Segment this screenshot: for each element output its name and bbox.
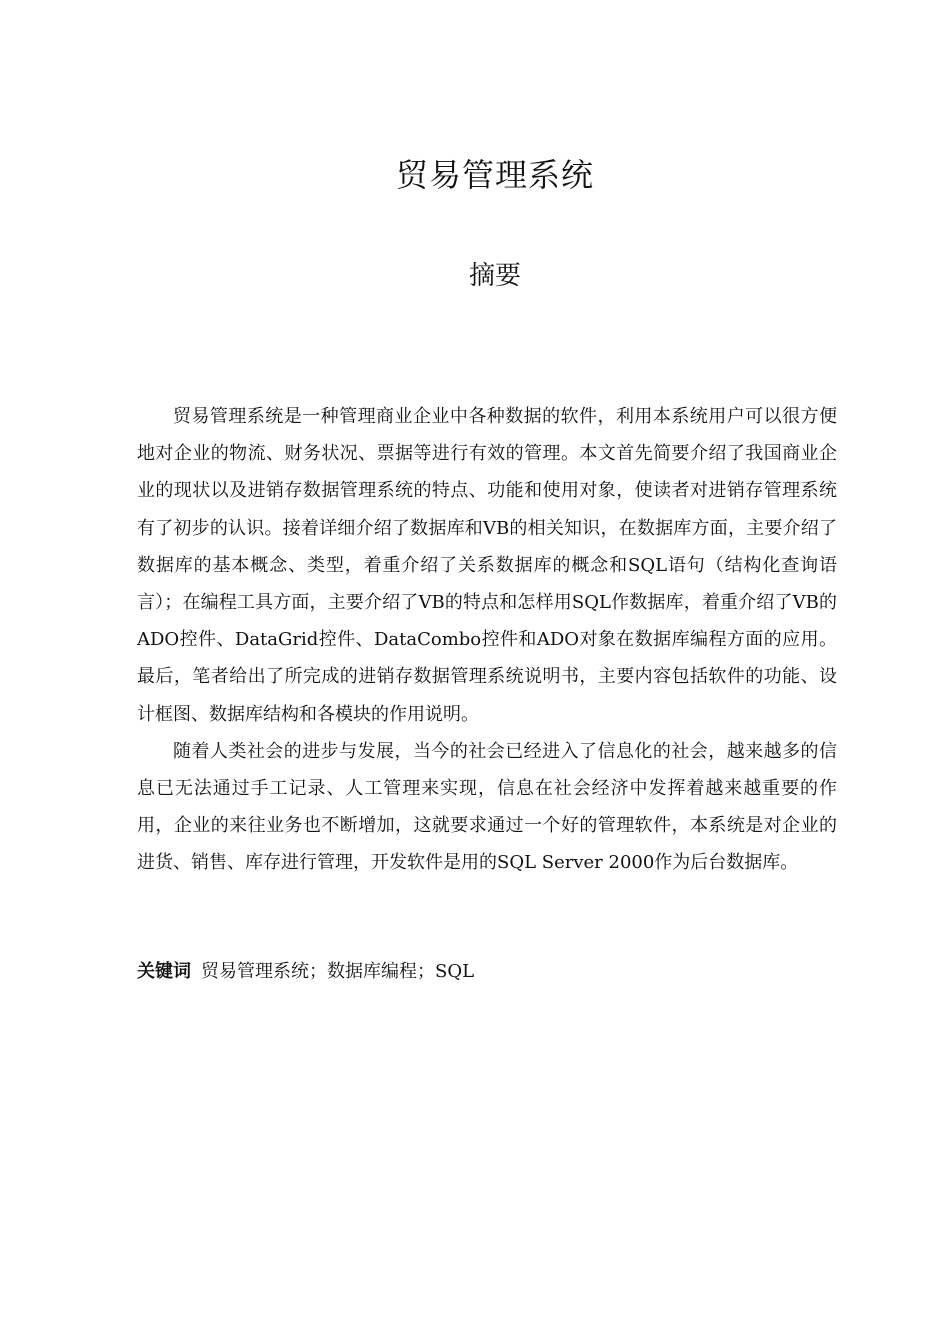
abstract-heading: 摘要	[468, 261, 521, 291]
abstract-paragraph: 随着人类社会的进步与发展，当今的社会已经进入了信息化的社会，越来越多的信息已无法通过手工记录、人工管理来实现，信息在社会经济中发挥着越来越重要的作用，企业的来往业务也不断增加，这就要求通过一个好的管理软件，本系统是对企业的进货、销售、库存进行管理，开发软件是用的SQL Server 2000作为后台数据库。	[137, 740, 837, 874]
keywords-label: 关键词	[137, 961, 191, 982]
document-title: 贸易管理系统	[395, 156, 594, 194]
keywords-value: 贸易管理系统；数据库编程；SQL	[201, 961, 475, 982]
keywords-line	[137, 957, 474, 987]
abstract-body	[137, 398, 837, 882]
abstract-paragraph: 贸易管理系统是一种管理商业企业中各种数据的软件，利用本系统用户可以很方便地对企业的物流、财务状况、票据等进行有效的管理。本文首先简要介绍了我国商业企业的现状以及进销存数据管理系统的特点、功能和使用对象，使读者对进销存管理系统有了初步的认识。接着详细介绍了数据库和VB的相关知识，在数据库方面，主要介绍了数据库的基本概念、类型，着重介绍了关系数据库的概念和SQL语句（结构化查询语言）；在编程工具方面，主要介绍了VB的特点和怎样用SQL作数据库，着重介绍了VB的ADO控件、DataGrid控件、DataCombo控件和ADO对象在数据库编程方面的应用。最后，笔者给出了所完成的进销存数据管理系统说明书，主要内容包括软件的功能、设计框图、数据库结构和各模块的作用说明。	[137, 406, 837, 725]
